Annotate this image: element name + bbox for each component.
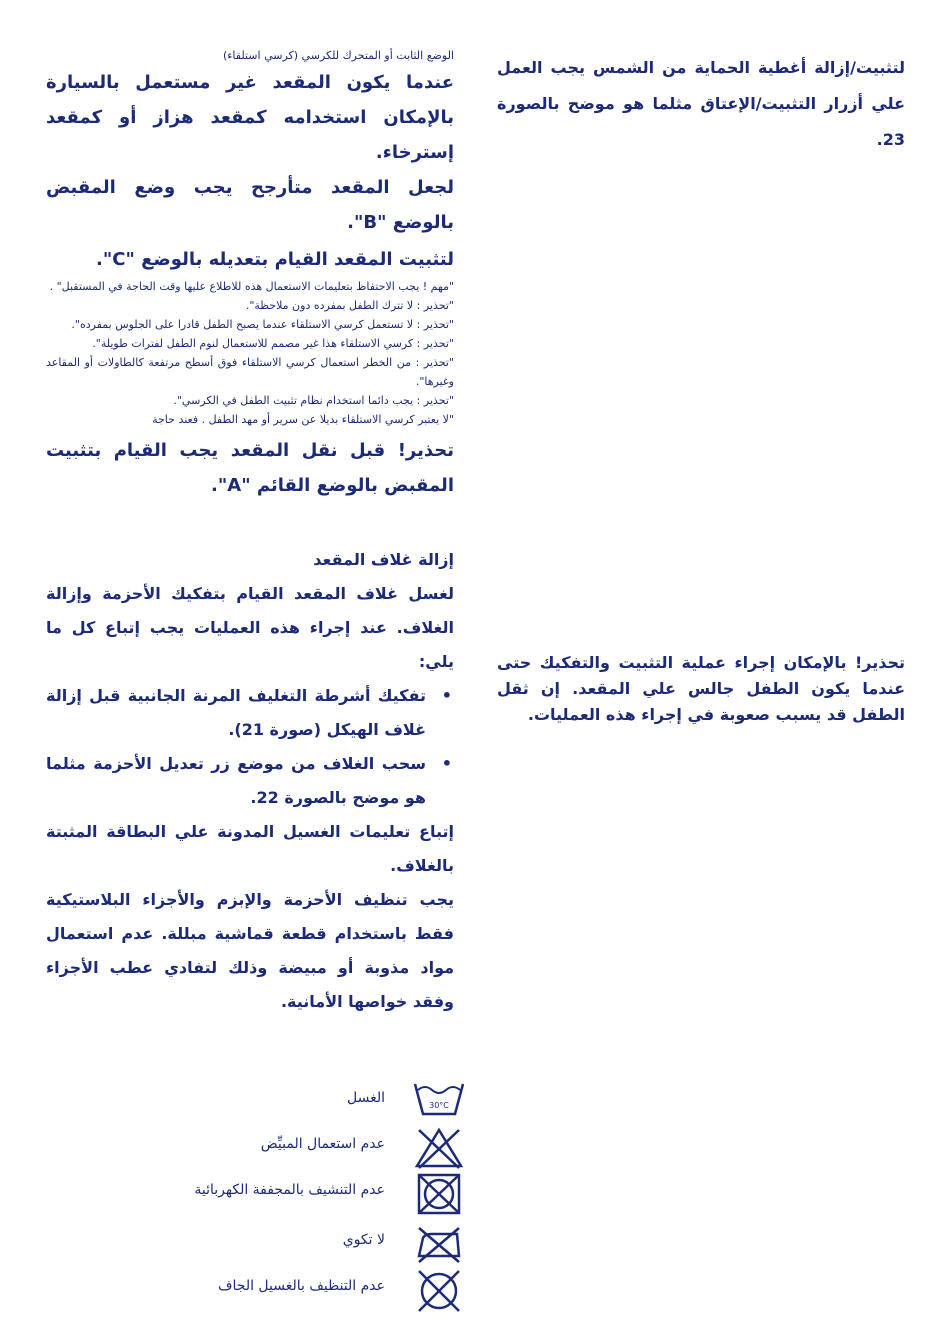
svg-text:30°C: 30°C bbox=[429, 1101, 449, 1110]
no-tumble-dry-icon bbox=[413, 1172, 465, 1216]
note-item: "تحذير : لا تترك الطفل بمفرده دون ملاحظة". bbox=[245, 299, 454, 312]
sun-cover-warning: تحذير! بالإمكان إجراء عملية التثبيت والتفكيك حتى عندما يكون الطفل جالس علي المقعد. إن ثقل الطفل قد يسبب صعوبة في إجراء هذه العمليات. bbox=[497, 653, 905, 724]
care-row-wash bbox=[140, 1080, 465, 1132]
rocking-paragraph: لجعل المقعد متأرجح يجب وضع المقبض بالوضع "B". bbox=[46, 177, 454, 233]
section-subheading: الوضع الثابت أو المتحرك للكرسي (كرسي استلقاء) bbox=[222, 49, 454, 62]
bullet-item: • تفكيك أشرطة التغليف المرنة الجانبية قبل إزالة غلاف الهيكل (صورة 21). bbox=[46, 679, 454, 747]
right-column-top bbox=[497, 50, 905, 158]
recliner-paragraph: عندما يكون المقعد غير مستعمل بالسيارة بالإمكان استخدامه كمقعد هزاز أو كمقعد إسترخاء. bbox=[46, 72, 454, 163]
note-item: "تحذير : من الخطر استعمال كرسي الاستلقاء فوق أسطح مرتفعة كالطاولات أو المقاعد وغيرها". bbox=[46, 356, 454, 388]
cover-removal-heading: إزالة غلاف المقعد bbox=[313, 550, 454, 569]
dry-label: عدم التنشيف بالمجففة الكهربائية bbox=[194, 1182, 385, 1198]
care-row-iron bbox=[140, 1222, 465, 1274]
care-row-dryclean bbox=[140, 1268, 465, 1320]
cleaning-paragraph: يجب تنظيف الأحزمة والإبزم والأجزاء البلاستيكية فقط باستخدام قطعة قماشية مبللة. عدم استعمال مواد مذوبة أو مبيضة وذلك لتفادي عطب الأجزاء وفقد خواصها الأمانية. bbox=[46, 890, 454, 1011]
warning-paragraph: تحذير! قبل نقل المقعد يجب القيام بتثبيت المقبض بالوضع القائم "A". bbox=[46, 440, 454, 496]
note-item: "لا يعتبر كرسي الاستلقاء بديلا عن سرير أو مهد الطفل . فعند حاجة bbox=[152, 413, 454, 426]
cover-paragraph: لغسل غلاف المقعد القيام بتفكيك الأحزمة وإزالة الغلاف. عند إجراء هذه العمليات يجب إتباع كل ما يلي: bbox=[46, 584, 454, 671]
wash-paragraph: إتباع تعليمات الغسيل المدونة علي البطاقة المثبتة بالغلاف. bbox=[46, 822, 454, 875]
note-item: "مهم ! يجب الاحتفاظ بتعليمات الاستعمال هذه للاطلاع عليها وقت الحاجة في المستقبل" . bbox=[49, 280, 454, 293]
left-column bbox=[46, 46, 454, 1019]
note-item: "تحذير : كرسي الاستلقاء هذا غير مصمم للاستعمال لنوم الطفل لفترات طويلة". bbox=[92, 337, 454, 350]
no-iron-icon bbox=[413, 1222, 465, 1266]
notes-list bbox=[46, 277, 454, 429]
care-row-bleach bbox=[140, 1126, 465, 1178]
bullet-list bbox=[46, 679, 454, 815]
no-dry-clean-icon bbox=[413, 1268, 465, 1314]
wash-30-icon bbox=[413, 1080, 465, 1120]
note-item: "تحذير : يجب دائما استخدام نظام تثبيت الطفل في الكرسي". bbox=[173, 394, 454, 407]
bullet-item: • سحب الغلاف من موضع زر تعديل الأحزمة مثلما هو موضح بالصورة 22. bbox=[46, 747, 454, 815]
fix-paragraph: لتثبيت المقعد القيام بتعديله بالوضع "C". bbox=[96, 249, 454, 270]
sun-cover-paragraph: لتثبيت/إزالة أغطية الحماية من الشمس يجب العمل علي أزرار التثبيت/الإعتاق مثلما هو موضح بالصورة 23. bbox=[497, 58, 905, 149]
bullet-icon: • bbox=[441, 686, 452, 705]
note-item: "تحذير : لا تستعمل كرسي الاستلقاء عندما يصبح الطفل قادرا على الجلوس بمفرده". bbox=[71, 318, 454, 331]
iron-label: لا تكوي bbox=[342, 1232, 385, 1248]
no-bleach-icon bbox=[413, 1126, 465, 1170]
bullet-icon: • bbox=[441, 754, 452, 773]
care-row-dry bbox=[140, 1172, 465, 1224]
bleach-label: عدم استعمال المبيِّض bbox=[260, 1136, 385, 1152]
wash-label: الغسل bbox=[346, 1090, 385, 1106]
dryclean-label: عدم التنظيف بالغسيل الجاف bbox=[218, 1278, 385, 1294]
right-column-warning bbox=[497, 650, 905, 728]
